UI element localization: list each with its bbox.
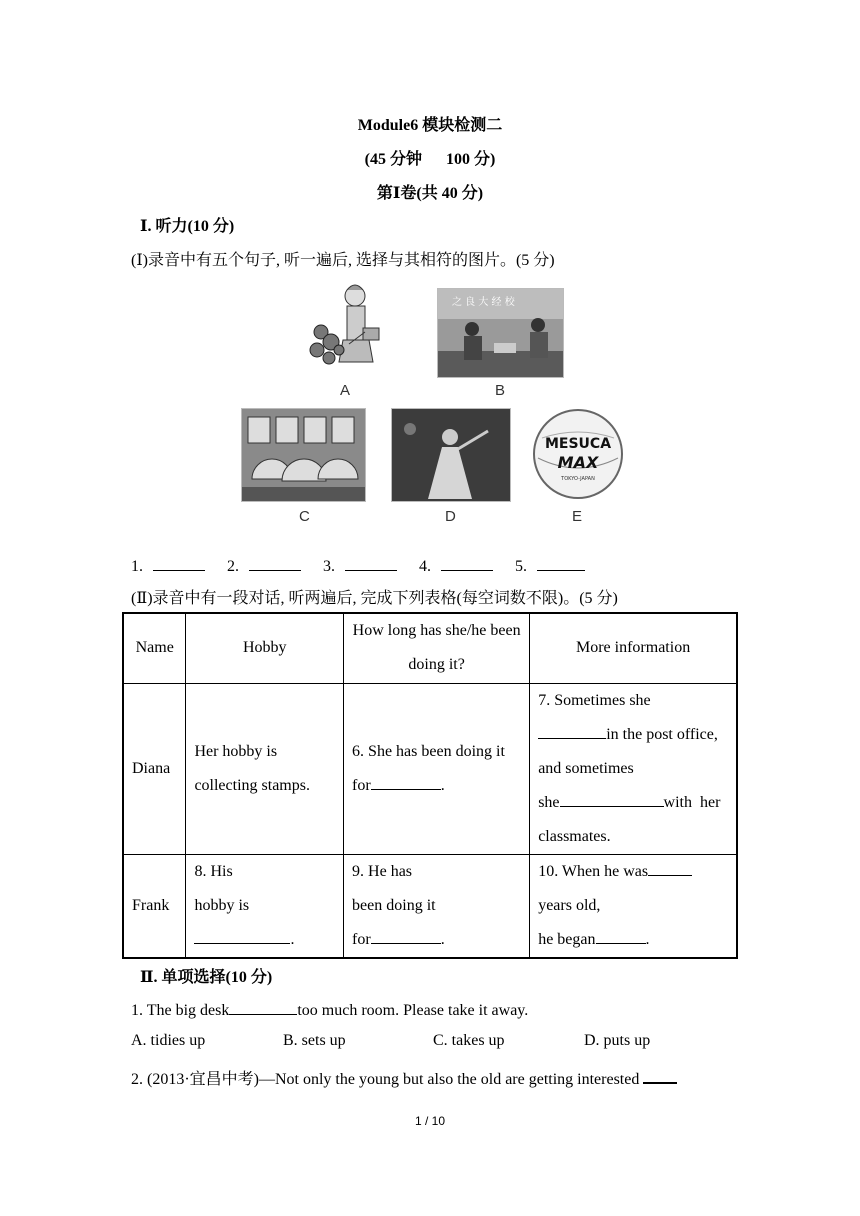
diana-hobby-line1: Her hobby is [194,742,278,760]
q10-years-old: years old, [538,896,601,914]
q7-blank-2[interactable] [560,790,664,807]
time-score: (45 分钟 100 分) [364,151,496,168]
section2-heading: Ⅱ. 单项选择(10 分) [140,969,273,986]
answer-1-number: 1. [131,558,143,575]
row-diana-how-long: 6. She has been doing it for . [344,683,530,854]
tv-interview-icon [437,288,564,378]
part-title: 第Ⅰ卷(共 40 分) [376,185,484,202]
answer-5-blank[interactable] [537,554,585,571]
picture-label-c: C [299,508,310,525]
q10-began: he began [538,930,596,948]
row-frank-how-long: 9. He has been doing it for . [344,854,530,958]
page-title: Module6 模块检测二 [357,117,503,134]
singer-on-stage-icon [391,408,511,502]
q7-post-office: in the post office, [606,725,718,743]
volleyball-brand-text: MESUCA [544,436,612,452]
volleyball-icon [532,408,624,500]
folding-fans-icon [241,408,366,502]
answer-3-number: 3. [323,558,335,575]
diana-hobby-line2: collecting stamps. [194,776,310,794]
answer-1-blank[interactable] [153,554,205,571]
volleyball-model-text: MAX [557,453,599,472]
q9-blank[interactable] [371,927,441,944]
q1-option-c[interactable]: C. takes up [433,1032,505,1049]
header-name: Name [123,613,186,683]
q8-blank[interactable] [194,927,290,944]
answer-line-1-5 [131,554,585,576]
header-how-long: How long has she/he been doing it? [344,613,530,683]
picture-label-b: B [495,382,506,399]
q10-text: 10. When he was [538,862,649,880]
answer-2-blank[interactable] [249,554,301,571]
q8-hobby-is: hobby is [194,896,250,914]
table-header-row [123,613,737,683]
answer-5-number: 5. [515,558,527,575]
picture-label-e: E [572,508,583,525]
q7-blank[interactable] [538,722,606,739]
q9-for: for [352,930,371,948]
q9-been-doing: been doing it [352,896,436,914]
row-diana-info [530,683,737,854]
tv-sign-text: 之 良 大 经 校 [452,297,515,308]
section1-instruction: (Ⅰ)录音中有五个句子, 听一遍后, 选择与其相符的图片。(5 分) [131,252,555,269]
picture-label-d: D [445,508,456,525]
q10-blank-began[interactable] [596,927,646,944]
q7-she: she [538,793,560,811]
picture-label-a: A [340,382,351,399]
volleyball-origin-text: TOKYO-JAPAN [561,476,595,482]
section1-heading: Ⅰ. 听力(10 分) [140,218,235,235]
q6-text: 6. She has been doing it [352,742,505,760]
row-frank-name: Frank [123,854,186,958]
q1-option-a[interactable]: A. tidies up [131,1032,206,1049]
row-frank-hobby: 8. His hobby is . [186,854,344,958]
answer-4-number: 4. [419,558,431,575]
answer-4-blank[interactable] [441,554,493,571]
row-frank-info: 10. When he was years old, he began . [530,854,737,958]
q9-text: 9. He has [352,862,413,880]
section1-part2-instruction: (Ⅱ)录音中有一段对话, 听两遍后, 完成下列表格(每空词数不限)。(5 分) [131,590,618,607]
q1-option-b[interactable]: B. sets up [283,1032,346,1049]
q1-option-d[interactable]: D. puts up [584,1032,651,1049]
answer-2-number: 2. [227,558,239,575]
header-more-info: More information [530,613,737,683]
page-number: 1 / 10 [414,1114,446,1128]
question-2: 2. (2013·宜昌中考)—Not only the young but also the old are getting interested [131,1066,677,1089]
q7-classmates: classmates. [538,827,611,845]
row-diana-name: Diana [123,683,186,854]
row-diana-hobby [186,683,344,854]
answer-3-blank[interactable] [345,554,397,571]
q7-with-her: with her [663,793,721,811]
q6-blank[interactable] [371,773,441,790]
q1-blank[interactable] [229,998,297,1015]
q2-blank[interactable] [643,1066,677,1084]
q8-text: 8. His [194,862,233,880]
q10-blank-age[interactable] [648,859,692,876]
hobby-table [122,612,738,959]
table-row [123,854,737,958]
header-hobby: Hobby [186,613,344,683]
q7-sometimes: and sometimes [538,759,634,777]
q6-for: for [352,776,371,794]
girl-watering-flowers-icon [303,280,403,376]
question-1: 1. The big desk too much room. Please take it away. [131,998,528,1020]
q7-text: 7. Sometimes she [538,691,651,709]
table-row [123,683,737,854]
